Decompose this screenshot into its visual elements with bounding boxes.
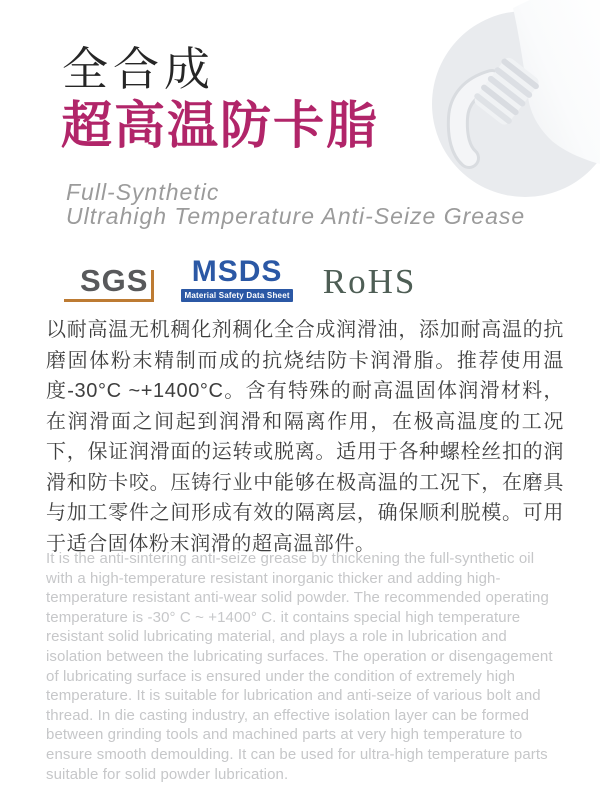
product-title-cn-prefix: 全合成 — [62, 43, 215, 95]
msds-logo — [181, 257, 292, 302]
msds-logo-subtitle: Material Safety Data Sheet — [181, 289, 292, 302]
sgs-logo — [64, 265, 151, 302]
description-chinese: 以耐高温无机稠化剂稠化全合成润滑油，添加耐高温的抗磨固体粉末精制而成的抗烧结防卡润滑脂。推荐使用温度-30°C ~+1400°C。含有特殊的耐高温固体润滑材料，在润滑面之间起到润滑和隔离作用，在极高温度的工况下，保证润滑面的运转或脱离。适用于各种螺栓丝扣的润滑和防卡咬。压铸行业中能够在极高温的工况下，在磨具与加工零件之间形成有效的隔离层，确保顺利脱模。可用于适合固体粉末润滑的超高温部件。 — [46, 319, 564, 555]
certification-logos — [64, 254, 416, 302]
msds-logo-label: MSDS — [191, 255, 283, 288]
sgs-logo-corner-mark — [151, 270, 154, 302]
sgs-logo-label: SGS — [80, 263, 149, 298]
description-english: It is the anti-sintering anti-seize grease by thickening the full-synthetic oil with a high-temperature resistant inorganic thicker and adding high-temperature resistant anti-wear solid powder. The recommended operating temperature is -30° C ~ +1400° C. it contains special high temperature resistant solid lubricating material, and plays a role in lubrication and isolation between the lubricating surfaces. The operation or disengagement of lubricating surface is ensured under the condition of extremely high temperature. It is suitable for lubrication and anti-seize of various bolt and thread. In die casting industry, an effective isolation layer can be formed between grinding tools and machined parts at very high temperature to ensure smooth demoulding. It can be used for ultra-high temperature parts suitable for solid powder lubrication. — [46, 550, 553, 783]
product-photo — [380, 0, 600, 220]
product-title-cn: 超高温防卡脂 — [61, 97, 380, 154]
product-subtitle-en-line2: Ultrahigh Temperature Anti-Seize Grease — [66, 203, 526, 229]
rohs-logo — [323, 264, 417, 302]
rohs-logo-label: RoHS — [322, 262, 417, 301]
product-subtitle-en-line1: Full-Synthetic — [66, 179, 220, 205]
